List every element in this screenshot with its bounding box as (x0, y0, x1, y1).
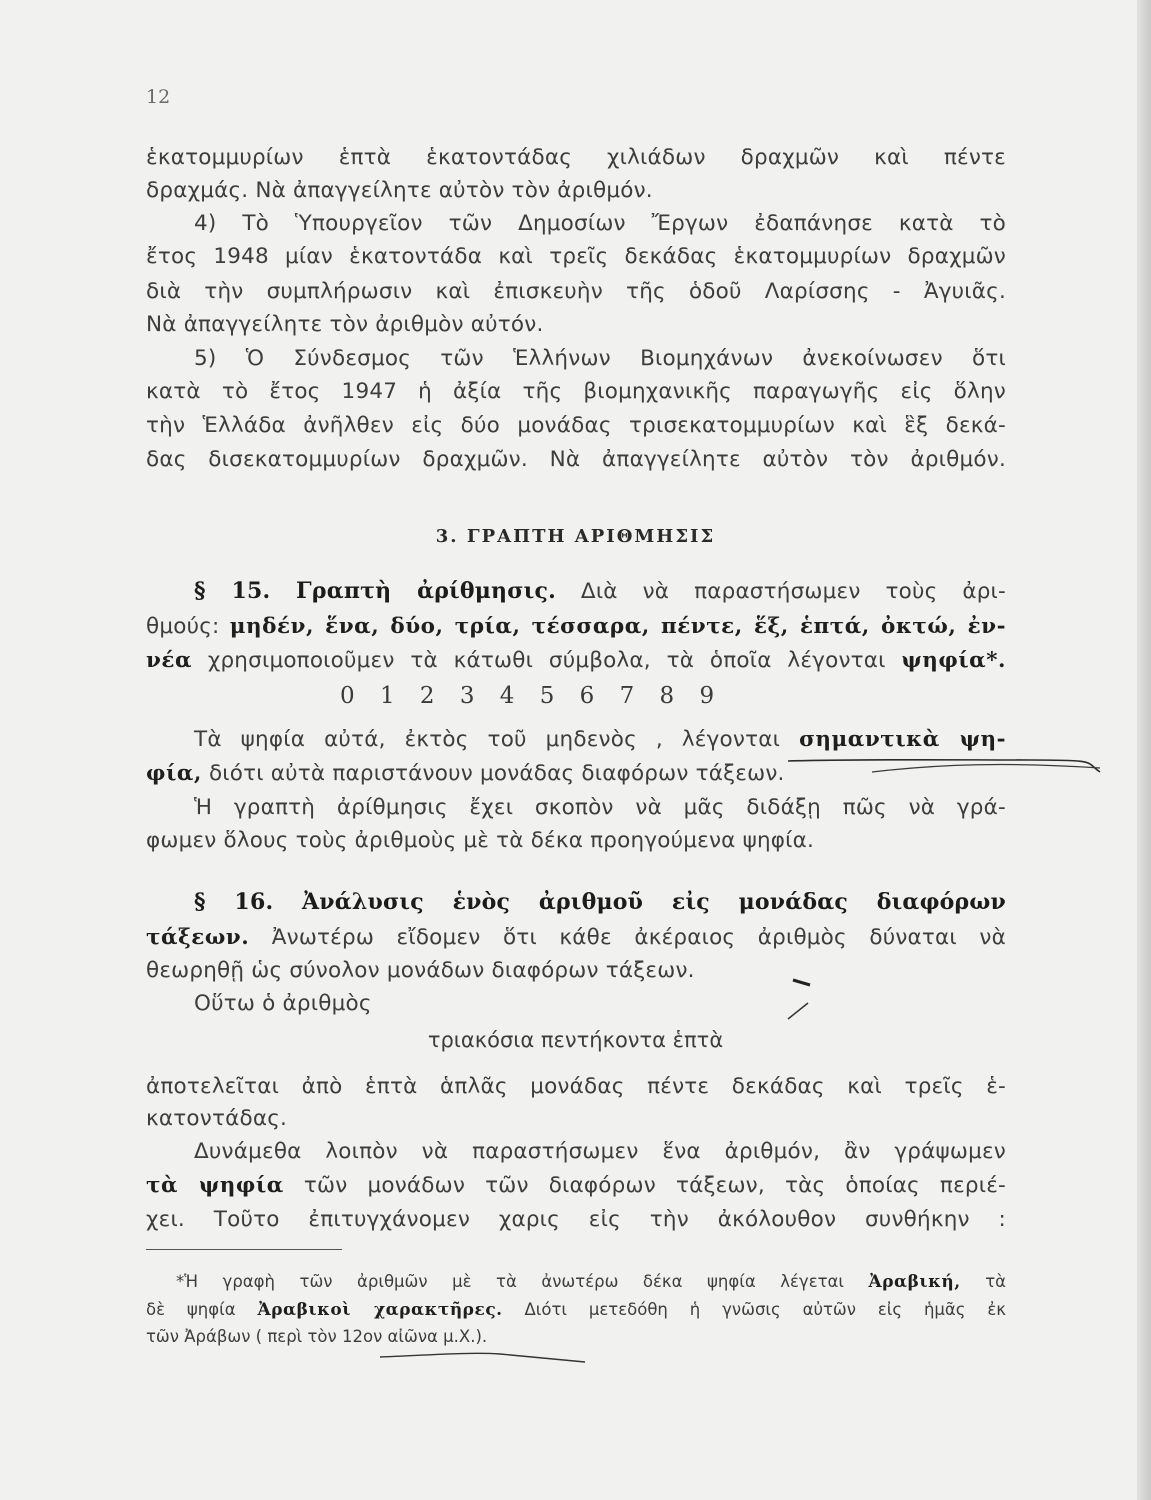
p15-line-5-rest: διότι αὐτὰ παριστάνουν μονάδας διαφόρων τάξεων. (208, 761, 785, 786)
text-line-8: κατὰ τὸ ἔτος 1947 ἡ ἀξία τῆς βιομηχανικῆς παραγωγῆς εἰς ὅλην (146, 379, 1006, 404)
p15-line-5 (146, 763, 1006, 785)
text-line-10: δας δισεκατομμυρίων δραχμῶν. Νὰ ἀπαγγείλητε αὐτὸν τὸν ἀριθμόν. (146, 447, 1006, 472)
term-arabic: Ἀραβική, (868, 1272, 961, 1292)
footnote-line-3: τῶν Ἀράβων ( περὶ τὸν 12ον αἰῶνα μ.Χ.). (146, 1327, 488, 1346)
text-line-1: ἑκατομμυρίων ἑπτὰ ἑκατοντάδας χιλιάδων δραχμῶν καὶ πέντε (146, 145, 1006, 170)
p15-line-7: φωμεν ὅλους τοὺς ἀριθμοὺς μὲ τὰ δέκα προηγούμενα ψηφία. (146, 828, 815, 853)
p16-line-2 (146, 927, 1006, 949)
p16-line-2-rest: Ἀνωτέρω εἴδομεν ὅτι κάθε ἀκέραιος ἀριθμὸς δύναται νὰ (271, 925, 1006, 950)
term-significant-digits-end: φία, (146, 761, 202, 786)
p15-line-3 (146, 650, 1006, 672)
example-number-words: τριακόσια πεντήκοντα ἑπτὰ (427, 1028, 724, 1052)
p15-line-2-start: θμούς: (146, 614, 220, 639)
p15-line-4-text: Τὰ ψηφία αὐτά, ἐκτὸς τοῦ μηδενὸς , λέγονται (194, 727, 781, 752)
text-line-2: δραχμάς. Νὰ ἀπαγγείλητε αὐτὸν τὸν ἀριθμόν. (146, 178, 653, 203)
p15-label: § 15. Γραπτὴ ἀρίθμησις. (194, 578, 556, 604)
p15-line-3-text: χρησιμοποιοῦμεν τὰ κάτωθι σύμβολα, τὰ ὁποῖα λέγονται (207, 648, 886, 673)
text-line-9: τὴν Ἑλλάδα ἀνῆλθεν εἰς δύο μονάδας τρισεκατομμυρίων καὶ ἓξ δεκά- (146, 413, 1006, 438)
p16-label-end: τάξεων. (146, 925, 250, 950)
section-heading: 3. ΓΡΑΠΤΗ ΑΡΙΘΜΗΣΙΣ (435, 526, 716, 547)
p16-line-6: ἀποτελεῖται ἀπὸ ἑπτὰ ἁπλᾶς μονάδας πέντε δεκάδας καὶ τρεῖς ἑ- (146, 1074, 1006, 1099)
p16-line-8: Δυνάμεθα λοιπὸν νὰ παραστήσωμεν ἕνα ἀριθμόν, ἂν γράψωμεν (194, 1139, 1006, 1164)
term-the-digits: τὰ ψηφία (146, 1173, 284, 1198)
term-psifia: ψηφία*. (901, 648, 1006, 673)
footnote-line-1-text: *Ἡ γραφὴ τῶν ἀριθμῶν μὲ τὰ ἀνωτέρω δέκα ψηφία λέγεται (176, 1272, 845, 1291)
p16-line-10: χει. Τοῦτο ἐπιτυγχάνομεν χαρις εἰς τὴν ἀκόλουθον συνθήκην : (146, 1207, 1006, 1232)
term-arabic-characters: Ἀραβικοὶ χαρακτῆρες. (257, 1300, 503, 1320)
p16-label: § 16. Ἀνάλυσις ἑνὸς ἀριθμοῦ εἰς μονάδας διαφόρων (194, 889, 1006, 915)
p16-line-7: κατοντάδας. (146, 1106, 288, 1131)
term-significant-digits: σημαντικὰ ψη- (799, 727, 1006, 752)
text-line-6: Νὰ ἀπαγγείλητε τὸν ἀριθμὸν αὐτόν. (146, 312, 544, 337)
p16-line-9-rest: τῶν μονάδων τῶν διαφόρων τάξεων, τὰς ὁποίας περιέ- (303, 1173, 1006, 1198)
text-line-5: διὰ τὴν συμπλήρωσιν καὶ ἐπισκευὴν τῆς ὁδοῦ Λαρίσσης - Ἀγυιᾶς. (146, 279, 1006, 304)
p15-line-4 (146, 729, 1006, 751)
footnote-line-2-rest: Διότι μετεδόθη ἡ γνῶσις αὐτῶν εἰς ἡμᾶς ἐκ (524, 1300, 1006, 1319)
footnote-rule (146, 1249, 342, 1250)
p16-line-1 (146, 891, 1006, 914)
page-number: 12 (146, 86, 171, 108)
text-line-4: ἔτος 1948 μίαν ἑκατοντάδα καὶ τρεῖς δεκάδας ἑκατομμυρίων δραχμῶν (146, 244, 1006, 269)
footnote-line-2 (146, 1302, 1006, 1319)
page-edge-shadow (1137, 0, 1151, 1500)
text-line-7: 5) Ὁ Σύνδεσμος τῶν Ἑλλήνων Βιομηχάνων ἀνεκοίνωσεν ὅτι (194, 346, 1006, 371)
footnote-line-1 (146, 1274, 1006, 1291)
pen-underline-footnote (380, 1353, 585, 1362)
p15-line-6: Ἡ γραπτὴ ἀρίθμησις ἔχει σκοπὸν νὰ μᾶς διδάξῃ πῶς νὰ γρά- (194, 795, 1006, 820)
number-words: μηδέν, ἕνα, δύο, τρία, τέσσαρα, πέντε, ἕξ, ἑπτά, ὀκτώ, ἐν- (229, 614, 1006, 639)
p15-line-1 (146, 580, 1006, 603)
number-word-ennea-end: νέα (146, 648, 193, 673)
footnote-line-1-end: τὰ (985, 1272, 1007, 1291)
p15-line-2 (146, 616, 1006, 638)
p16-line-3: θεωρηθῇ ὡς σύνολον μονάδων διαφόρων τάξεων. (146, 958, 695, 983)
footnote-line-2-start: δὲ ψηφία (146, 1300, 236, 1319)
p15-line-1-rest: Διὰ νὰ παραστήσωμεν τοὺς ἀρι- (580, 579, 1006, 604)
p16-line-4: Οὕτω ὁ ἀριθμὸς (194, 991, 372, 1016)
p16-line-9 (146, 1175, 1006, 1197)
digit-symbols: 0 1 2 3 4 5 6 7 8 9 (340, 683, 716, 709)
text-line-3: 4) Τὸ Ὑπουργεῖον τῶν Δημοσίων Ἔργων ἐδαπάνησε κατὰ τὸ (194, 211, 1006, 236)
